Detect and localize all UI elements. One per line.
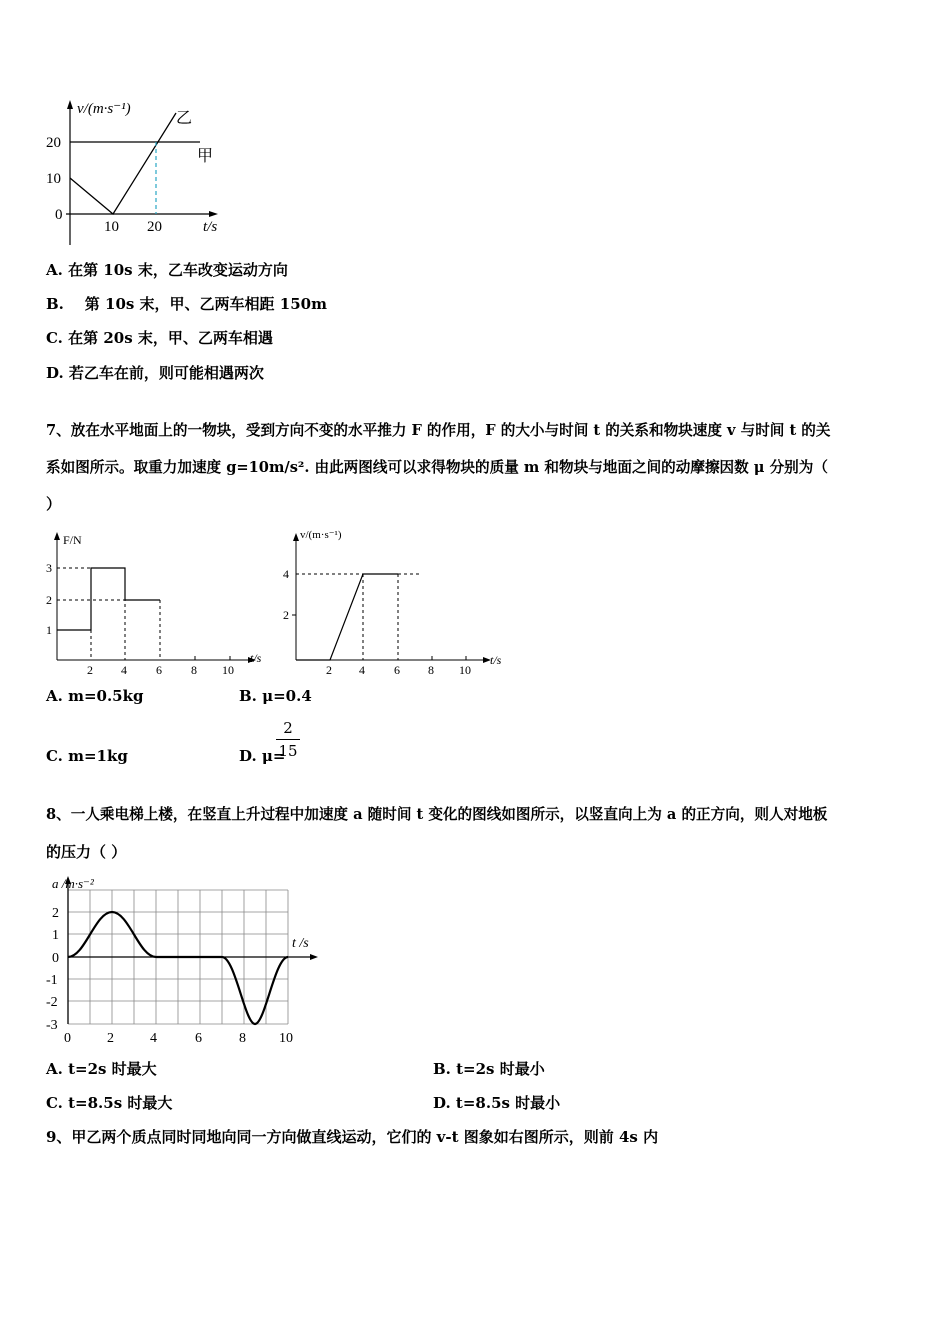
q8-ytick-1: 1	[52, 928, 59, 943]
q7-stem-line1: 7、放在水平地面上的一物块，受到方向不变的水平推力 F 的作用，F 的大小与时间 t 的关系和物块速度 v 与时间 t 的关	[46, 422, 831, 439]
q6-ytick-20: 20	[46, 135, 61, 151]
q7-option-d-fraction	[274, 718, 302, 761]
q8-ytick-neg2: -2	[46, 995, 58, 1010]
q7-v-ytick-4: 4	[283, 567, 289, 581]
q7-v-xtick-2: 2	[326, 663, 332, 677]
q8-xlabel: t /s	[292, 936, 309, 951]
fraction-bar	[276, 739, 300, 740]
q8-xtick-2: 2	[107, 1031, 114, 1046]
q8-xtick-6: 6	[195, 1031, 202, 1046]
q7-f-xtick-6: 6	[156, 663, 162, 677]
q8-xtick-8: 8	[239, 1031, 246, 1046]
q8-stem-line1: 8、一人乘电梯上楼，在竖直上升过程中加速度 a 随时间 t 变化的图线如图所示，以竖直向上为 a 的正方向，则人对地板	[46, 806, 828, 823]
q7-v-ytick-2: 2	[283, 608, 289, 622]
q6-xlabel: t/s	[203, 219, 218, 235]
q7-v-xtick-6: 6	[394, 663, 400, 677]
q8-option-c: C. t=8.5s 时最大	[46, 1094, 173, 1112]
q8-ylabel: a /m·s⁻²	[52, 876, 94, 891]
q7-f-xtick-10: 10	[222, 663, 234, 677]
q7-vt-graph	[280, 520, 510, 680]
q8-ytick-neg3: -3	[46, 1018, 58, 1033]
q8-ytick-2: 2	[52, 906, 59, 921]
q7-v-xtick-4: 4	[359, 663, 365, 677]
q7-option-d: D. μ=	[239, 747, 286, 765]
q6-option-a: A. 在第 10s 末，乙车改变运动方向	[46, 261, 288, 279]
q6-ytick-0: 0	[55, 207, 63, 223]
q8-xtick-10: 10	[279, 1031, 293, 1046]
q6-xtick-20: 20	[147, 219, 162, 235]
q6-label-jia: 甲	[197, 148, 214, 165]
q6-vt-graph	[40, 95, 240, 250]
q6-xtick-10: 10	[104, 219, 119, 235]
q7-f-xtick-2: 2	[87, 663, 93, 677]
q8-option-a: A. t=2s 时最大	[46, 1060, 157, 1078]
q7-f-xtick-4: 4	[121, 663, 127, 677]
q8-at-graph	[40, 872, 330, 1047]
q8-option-d: D. t=8.5s 时最小	[433, 1094, 561, 1112]
q6-ytick-10: 10	[46, 171, 61, 187]
q7-option-d-numerator: 2	[283, 719, 293, 737]
q6-label-yi: 乙	[176, 110, 193, 127]
q7-ft-graph	[40, 525, 270, 680]
q8-stem-line2: 的压力（ ）	[46, 843, 127, 861]
q6-ylabel: v/(m·s⁻¹)	[77, 101, 131, 117]
q6-option-d: D. 若乙车在前，则可能相遇两次	[46, 364, 264, 382]
q7-v-xtick-10: 10	[459, 663, 471, 677]
q7-option-c: C. m=1kg	[46, 747, 128, 765]
q8-xtick-4: 4	[150, 1031, 157, 1046]
q7-option-b: B. μ=0.4	[239, 687, 312, 705]
q8-xtick-0: 0	[64, 1031, 71, 1046]
q7-stem-line2: 系如图所示。取重力加速度 g=10m/s². 由此两图线可以求得物块的质量 m 和物块与地面之间的动摩擦因数 μ 分别为（	[46, 459, 828, 476]
q8-ytick-0: 0	[52, 951, 59, 966]
q8-option-b: B. t=2s 时最小	[433, 1060, 545, 1078]
q7-option-a: A. m=0.5kg	[46, 687, 144, 705]
q7-v-xtick-8: 8	[428, 663, 434, 677]
q6-option-b: B. 第 10s 末，甲、乙两车相距 150m	[46, 295, 327, 313]
q7-option-d-denominator: 15	[278, 742, 298, 760]
q7-f-ytick-2: 2	[46, 593, 52, 607]
q7-v-ylabel: v/(m·s⁻¹)	[300, 529, 342, 541]
q9-stem: 9、甲乙两个质点同时同地向同一方向做直线运动，它们的 v-t 图象如右图所示，则前 4s 内	[46, 1128, 659, 1146]
q7-stem-line3: ）	[46, 495, 62, 513]
q7-f-xlabel: t/s	[250, 651, 262, 665]
q7-f-ytick-3: 3	[46, 561, 52, 575]
q7-f-xtick-8: 8	[191, 663, 197, 677]
q7-v-xlabel: t/s	[490, 653, 502, 667]
q7-f-ylabel: F/N	[63, 533, 82, 547]
q8-ytick-neg1: -1	[46, 973, 58, 988]
q7-f-ytick-1: 1	[46, 623, 52, 637]
q6-option-c: C. 在第 20s 末，甲、乙两车相遇	[46, 329, 273, 347]
